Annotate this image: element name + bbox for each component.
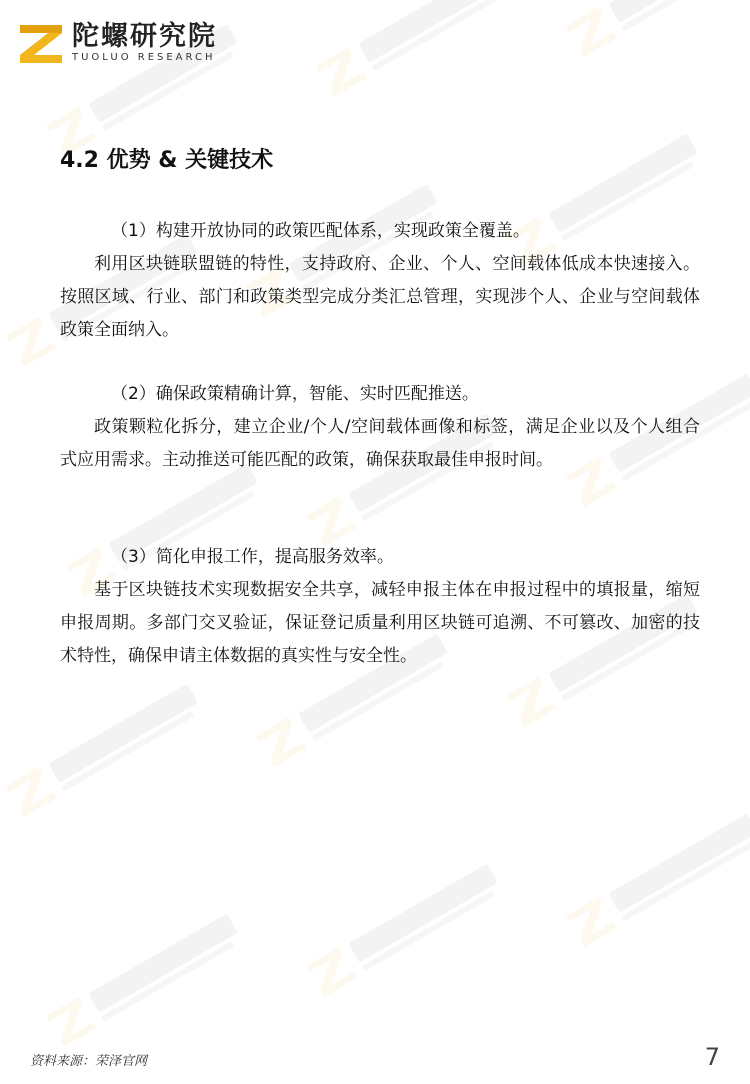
item-3-heading: （3）简化申报工作，提高服务效率。: [111, 547, 394, 567]
source-note: 资料来源：荣泽官网: [30, 1054, 148, 1069]
brand-name-en: TUOLUO RESEARCH: [72, 52, 216, 63]
item-1-body: 利用区块链联盟链的特性，支持政府、企业、个人、空间载体低成本快速接入。按照区域、行业、部门和政策类型完成分类汇总管理，实现涉个人、企业与空间载体政策全面纳入。: [60, 254, 700, 340]
section-title: 4.2 优势 & 关键技术: [60, 148, 274, 173]
brand-logo: [18, 22, 217, 64]
watermark-logo: [560, 0, 750, 75]
watermark-logo: [310, 0, 533, 115]
z-logo-icon: [18, 23, 64, 63]
item-2-heading: （2）确保政策精确计算，智能、实时匹配推送。: [111, 384, 479, 404]
item-1-heading: （1）构建开放协同的政策匹配体系，实现政策全覆盖。: [111, 221, 530, 241]
item-3-body: 基于区块链技术实现数据安全共享，减轻申报主体在申报过程中的填报量，缩短申报周期。多部门交叉验证，保证登记质量利用区块链可追溯、不可篡改、加密的技术特性，确保申请主体数据的真实性与安全性。: [60, 580, 700, 666]
watermark-logo: [0, 670, 223, 835]
watermark-logo: [300, 850, 523, 1015]
watermark-logo: [40, 900, 263, 1065]
item-2-body: 政策颗粒化拆分，建立企业/个人/空间载体画像和标签，满足企业以及个人组合式应用需求。主动推送可能匹配的政策，确保获取最佳申报时间。: [60, 417, 700, 470]
page-number: 7: [704, 1043, 720, 1071]
brand-name-cn: 陀螺研究院: [72, 21, 217, 52]
watermark-logo: [560, 800, 750, 965]
